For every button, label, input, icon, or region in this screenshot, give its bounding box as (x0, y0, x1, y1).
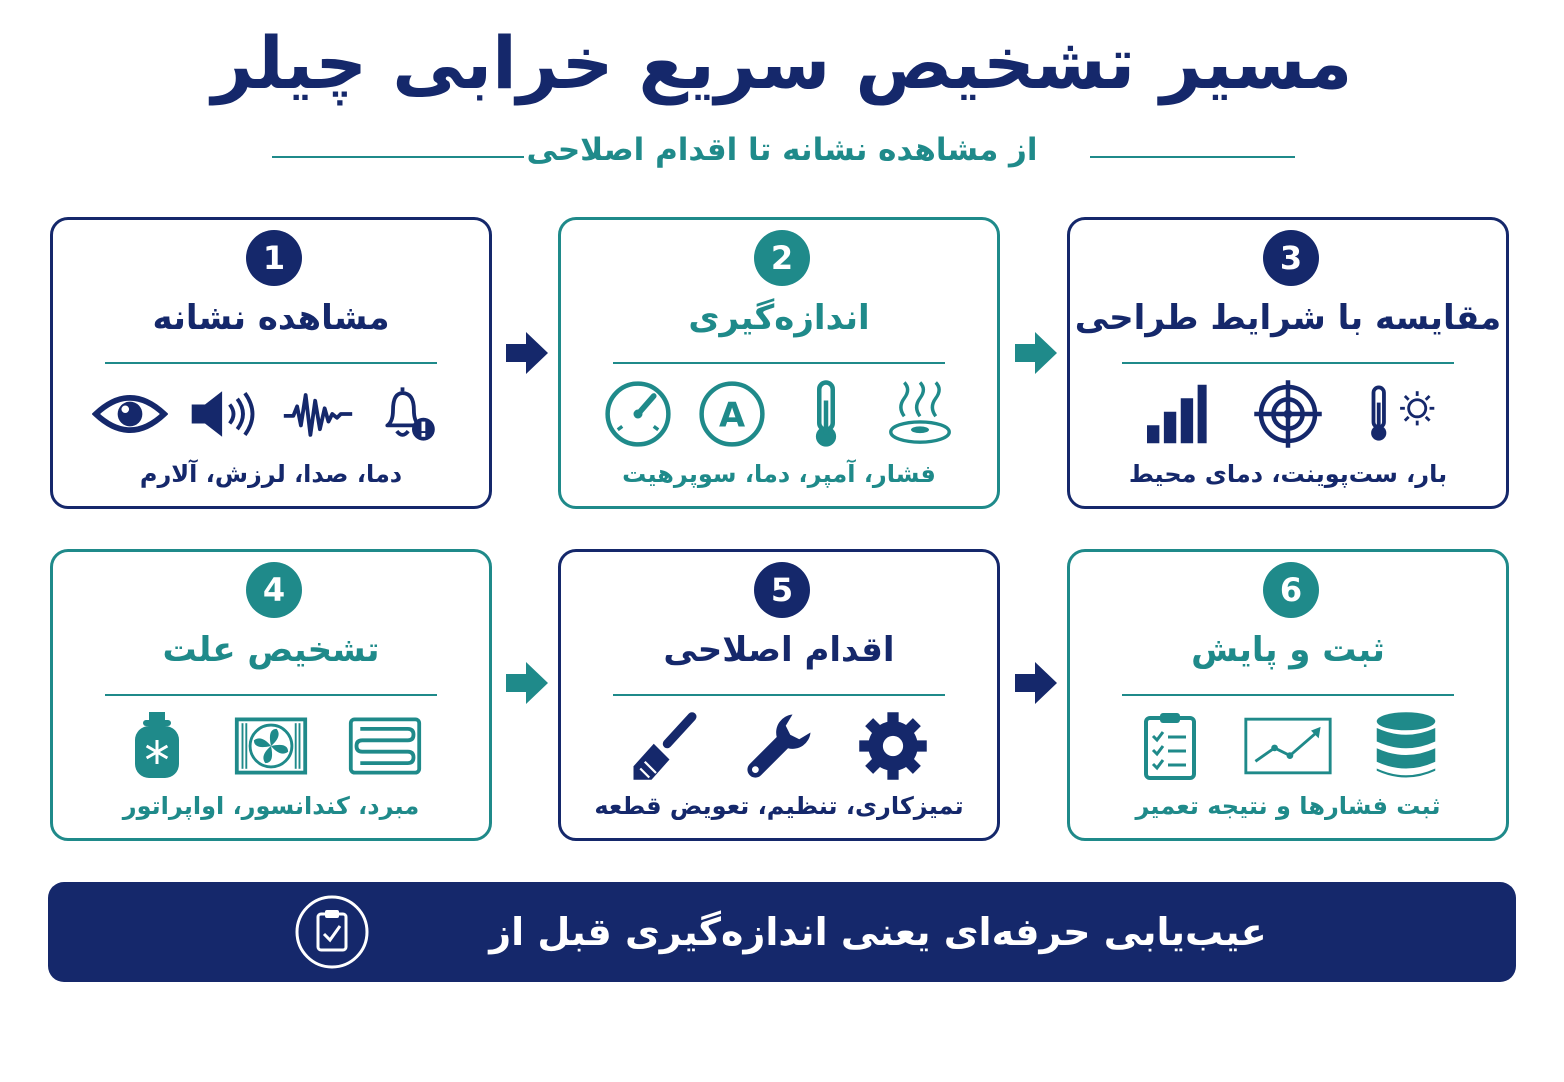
step-5-text: تمیزکاری، تنظیم، تعویض قطعه (594, 792, 964, 820)
speaker-icon (184, 376, 264, 452)
step-1-number: 1 (246, 230, 302, 286)
step-3-divider (1122, 362, 1454, 364)
arrow-right-icon (1013, 330, 1059, 376)
arrow-right-icon (504, 660, 550, 706)
evaporator-coil-icon (345, 708, 425, 784)
step-1-card (50, 217, 492, 509)
step-6-title: ثبت و پایش (1191, 630, 1385, 670)
step-5-title: اقدام اصلاحی (663, 630, 895, 670)
thermometer-icon (786, 376, 866, 452)
step-4-divider (105, 694, 437, 696)
eye-icon (90, 376, 170, 452)
wrench-icon (739, 708, 819, 784)
step-6-text: ثبت فشارها و نتیجه تعمیر (1135, 792, 1441, 820)
footer-text: عیب‌یابی حرفه‌ای یعنی اندازه‌گیری قبل از تصمیم (489, 910, 1267, 1054)
step-1-title: مشاهده نشانه (152, 298, 390, 338)
step-5-number: 5 (754, 562, 810, 618)
step-3-title: مقایسه با شرایط طراحی (1074, 298, 1502, 338)
step-5-card (558, 549, 1000, 841)
trend-chart-icon (1240, 708, 1336, 784)
step-4-title: تشخیص علت (162, 630, 380, 670)
svg-text:A: A (718, 395, 746, 435)
bar-chart-icon (1134, 376, 1214, 452)
condenser-fan-icon (231, 708, 311, 784)
step-4-number: 4 (246, 562, 302, 618)
gear-icon (853, 708, 933, 784)
clipboard-check-icon (294, 894, 370, 970)
ampere-meter-icon (692, 376, 772, 452)
alarm-bell-icon (372, 376, 452, 452)
target-icon (1248, 376, 1328, 452)
step-4-text: مبرد، کندانسور، اواپراتور (122, 792, 420, 820)
step-1-text: دما، صدا، لرزش، آلارم (139, 460, 403, 488)
step-6-number: 6 (1263, 562, 1319, 618)
arrow-right-icon (504, 330, 550, 376)
page-subtitle: از مشاهده نشانه تا اقدام اصلاحی (526, 132, 1038, 168)
ambient-temperature-icon (1362, 376, 1442, 452)
arrow-right-icon (1013, 660, 1059, 706)
refrigerant-cylinder-icon (117, 708, 197, 784)
pressure-gauge-icon (598, 376, 678, 452)
vibration-wave-icon (278, 376, 358, 452)
step-3-card (1067, 217, 1509, 509)
page-title: مسیر تشخیص سریع خرابی چیلر (211, 21, 1353, 105)
step-2-card (558, 217, 1000, 509)
brush-icon (625, 708, 705, 784)
step-4-card (50, 549, 492, 841)
step-2-title: اندازه‌گیری (688, 298, 870, 338)
database-icon (1366, 708, 1446, 784)
step-2-divider (613, 362, 945, 364)
step-5-divider (613, 694, 945, 696)
checklist-icon (1130, 708, 1210, 784)
step-2-text: فشار، آمپر، دما، سوپرهیت (622, 460, 936, 488)
step-3-number: 3 (1263, 230, 1319, 286)
step-1-divider (105, 362, 437, 364)
heat-waves-icon (880, 376, 960, 452)
step-6-card (1067, 549, 1509, 841)
step-6-divider (1122, 694, 1454, 696)
step-3-text: بار، ست‌پوینت، دمای محیط (1128, 460, 1448, 488)
footer-banner (48, 882, 1516, 1054)
step-2-number: 2 (754, 230, 810, 286)
